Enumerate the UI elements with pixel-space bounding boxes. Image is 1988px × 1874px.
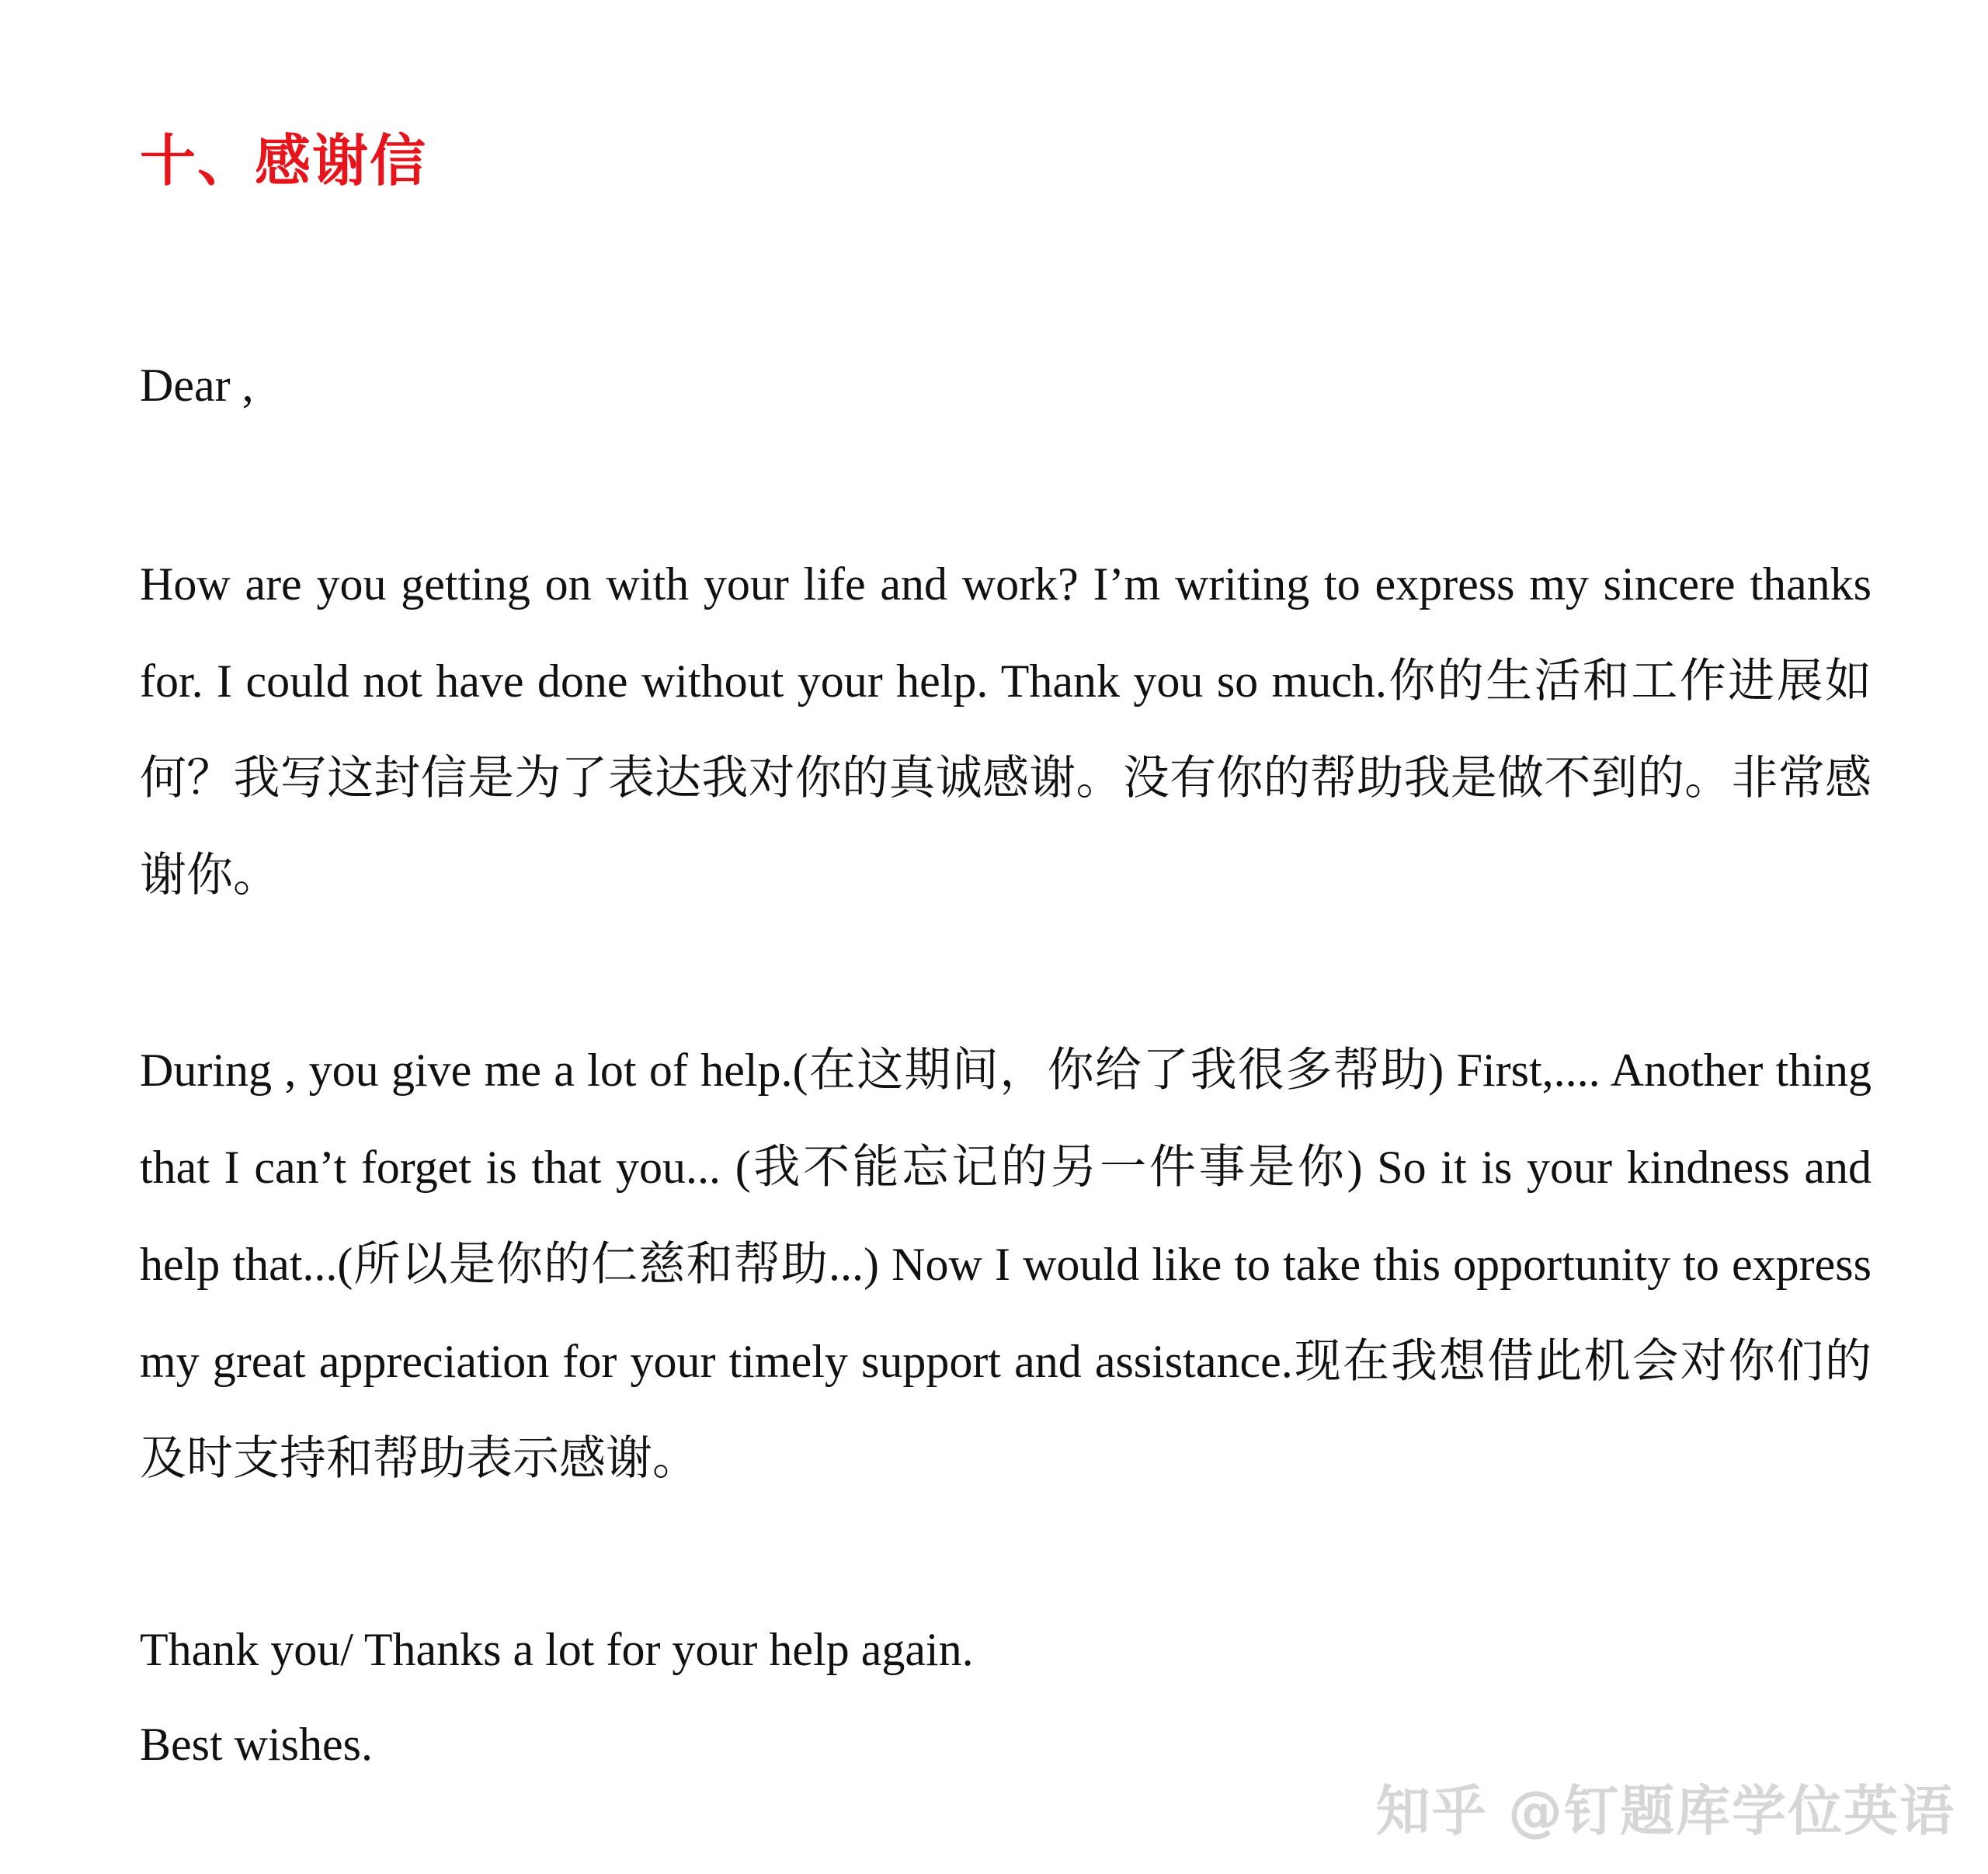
zhihu-watermark: 知乎 @钉题库学位英语 <box>1375 1779 1955 1843</box>
letter-closing-line-1: Thank you/ Thanks a lot for your help again. <box>140 1624 974 1675</box>
letter-salutation: Dear , <box>140 360 254 411</box>
letter-paragraph-2: During , you give me a lot of help.(在这期间，你给了我很多帮助) First,.... Another thing that I can’t forget is that you... (我不能忘记的另一件事是你) So it is your kindness and help that...(所以是你的仁慈和帮助...) Now I would like to take this opportunity to express my great appreciation for your timely support and assistance.现在我想借此机会对你们的及时支持和帮助表示感谢。 <box>140 1045 1872 1484</box>
letter-closing-line-2: Best wishes. <box>140 1719 373 1770</box>
letter-paragraph-1: How are you getting on with your life and work? I’m writing to express my sincere thanks for. I could not have done without your help. Thank you so much.你的生活和工作进展如何？我写这封信是为了表达我对你的真诚感谢。没有你的帮助我是做不到的。非常感谢你。 <box>140 558 1872 901</box>
letter-heading: 十、感谢信 <box>140 130 428 193</box>
